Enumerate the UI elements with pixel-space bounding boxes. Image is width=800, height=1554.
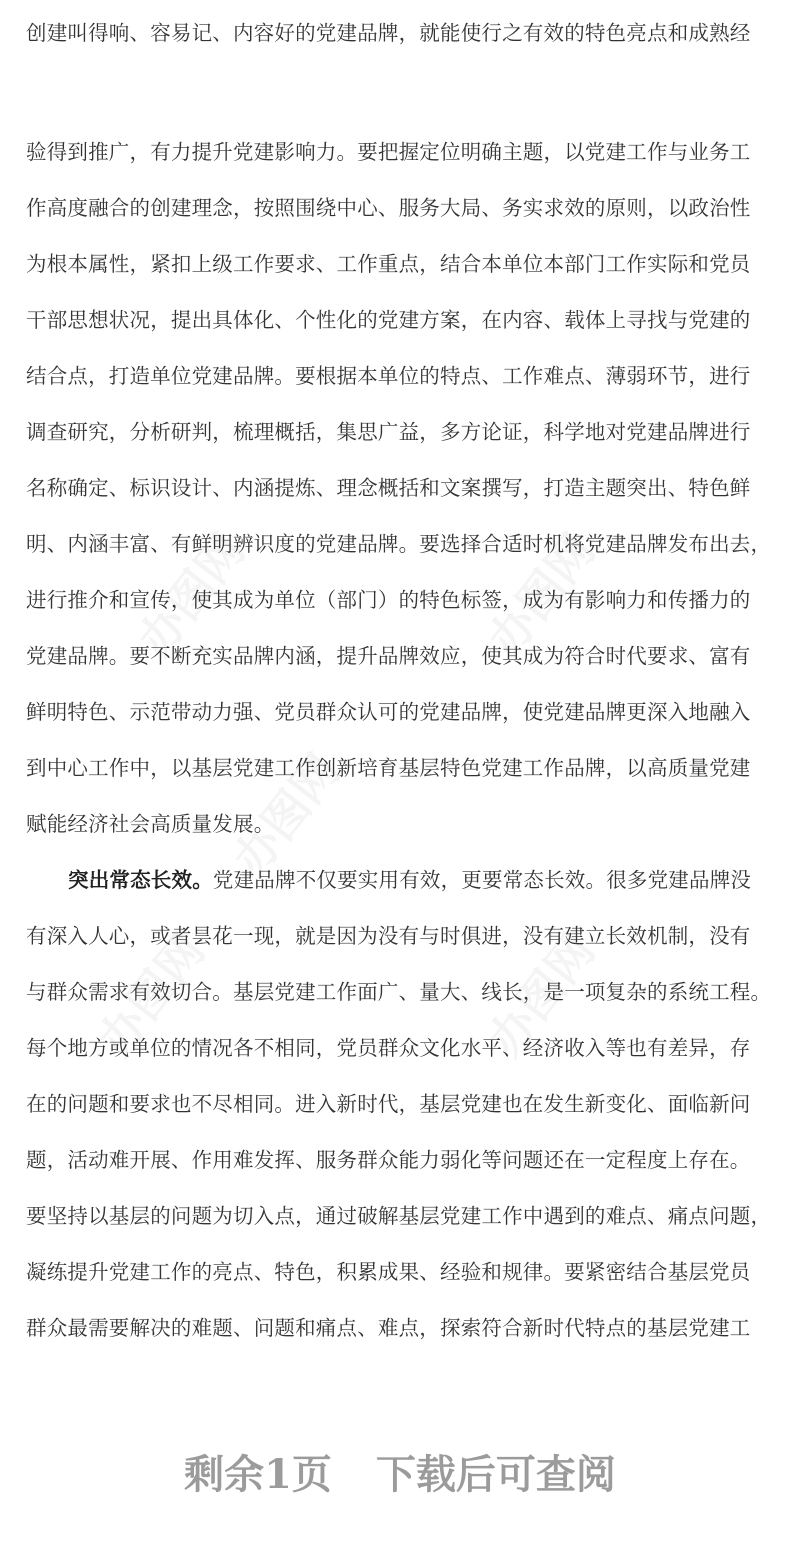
text-line: 鲜明特色、示范带动力强、党员群众认可的党建品牌，使党建品牌更深入地融入 bbox=[26, 700, 751, 724]
text-line: 每个地方或单位的情况各不相同，党员群众文化水平、经济收入等也有差异，存 bbox=[26, 1036, 751, 1060]
text-line: 在的问题和要求也不尽相同。进入新时代，基层党建也在发生新变化、面临新问 bbox=[26, 1092, 751, 1116]
text-line: 要坚持以基层的问题为切入点，通过破解基层党建工作中遇到的难点、痛点问题， bbox=[26, 1204, 772, 1228]
text-line: 干部思想状况，提出具体化、个性化的党建方案，在内容、载体上寻找与党建的 bbox=[26, 308, 751, 332]
text-line: 作高度融合的创建理念，按照围绕中心、服务大局、务实求效的原则，以政治性 bbox=[26, 196, 751, 220]
text-line: 凝练提升党建工作的亮点、特色，积累成果、经验和规律。要紧密结合基层党员 bbox=[26, 1260, 751, 1284]
text-line: 创建叫得响、容易记、内容好的党建品牌，就能使行之有效的特色亮点和成熟经 bbox=[26, 21, 751, 45]
section-heading: 突出常态长效。 bbox=[68, 868, 213, 892]
remaining-pages-label: 剩余1页 bbox=[184, 1451, 332, 1498]
text-line: 调查研究，分析研判，梳理概括，集思广益，多方论证，科学地对党建品牌进行 bbox=[26, 420, 751, 444]
text-line: 有深入人心，或者昙花一现，就是因为没有与时俱进，没有建立长效机制，没有 bbox=[26, 924, 751, 948]
paragraph-first-line bbox=[68, 865, 774, 895]
text-line: 题，活动难开展、作用难发挥、服务群众能力弱化等问题还在一定程度上存在。 bbox=[26, 1148, 751, 1172]
text-line: 赋能经济社会高质量发展。 bbox=[26, 812, 275, 836]
text-line: 到中心工作中，以基层党建工作创新培育基层特色党建工作品牌，以高质量党建 bbox=[26, 756, 751, 780]
text-fragment: 党建品牌不仅要实用有效，更要常态长效。很多党建品牌没 bbox=[212, 868, 752, 892]
text-line: 名称确定、标识设计、内涵提炼、理念概括和文案撰写，打造主题突出、特色鲜 bbox=[26, 476, 751, 500]
download-to-view-label: 下载后可查阅 bbox=[375, 1451, 616, 1498]
text-line: 为根本属性，紧扣上级工作要求、工作重点，结合本单位本部门工作实际和党员 bbox=[26, 252, 751, 276]
text-line: 结合点，打造单位党建品牌。要根据本单位的特点、工作难点、薄弱环节，进行 bbox=[26, 364, 751, 388]
text-line: 验得到推广，有力提升党建影响力。要把握定位明确主题，以党建工作与业务工 bbox=[26, 140, 751, 164]
text-line: 党建品牌。要不断充实品牌内涵，提升品牌效应，使其成为符合时代要求、富有 bbox=[26, 644, 751, 668]
remaining-pages-banner[interactable] bbox=[0, 1440, 800, 1510]
text-line: 与群众需求有效切合。基层党建工作面广、量大、线长，是一项复杂的系统工程。 bbox=[26, 980, 772, 1004]
text-line: 进行推介和宣传，使其成为单位（部门）的特色标签，成为有影响力和传播力的 bbox=[26, 588, 751, 612]
text-line: 群众最需要解决的难题、问题和痛点、难点，探索符合新时代特点的基层党建工 bbox=[26, 1316, 751, 1340]
text-line: 明、内涵丰富、有鲜明辨识度的党建品牌。要选择合适时机将党建品牌发布出去， bbox=[26, 532, 772, 556]
